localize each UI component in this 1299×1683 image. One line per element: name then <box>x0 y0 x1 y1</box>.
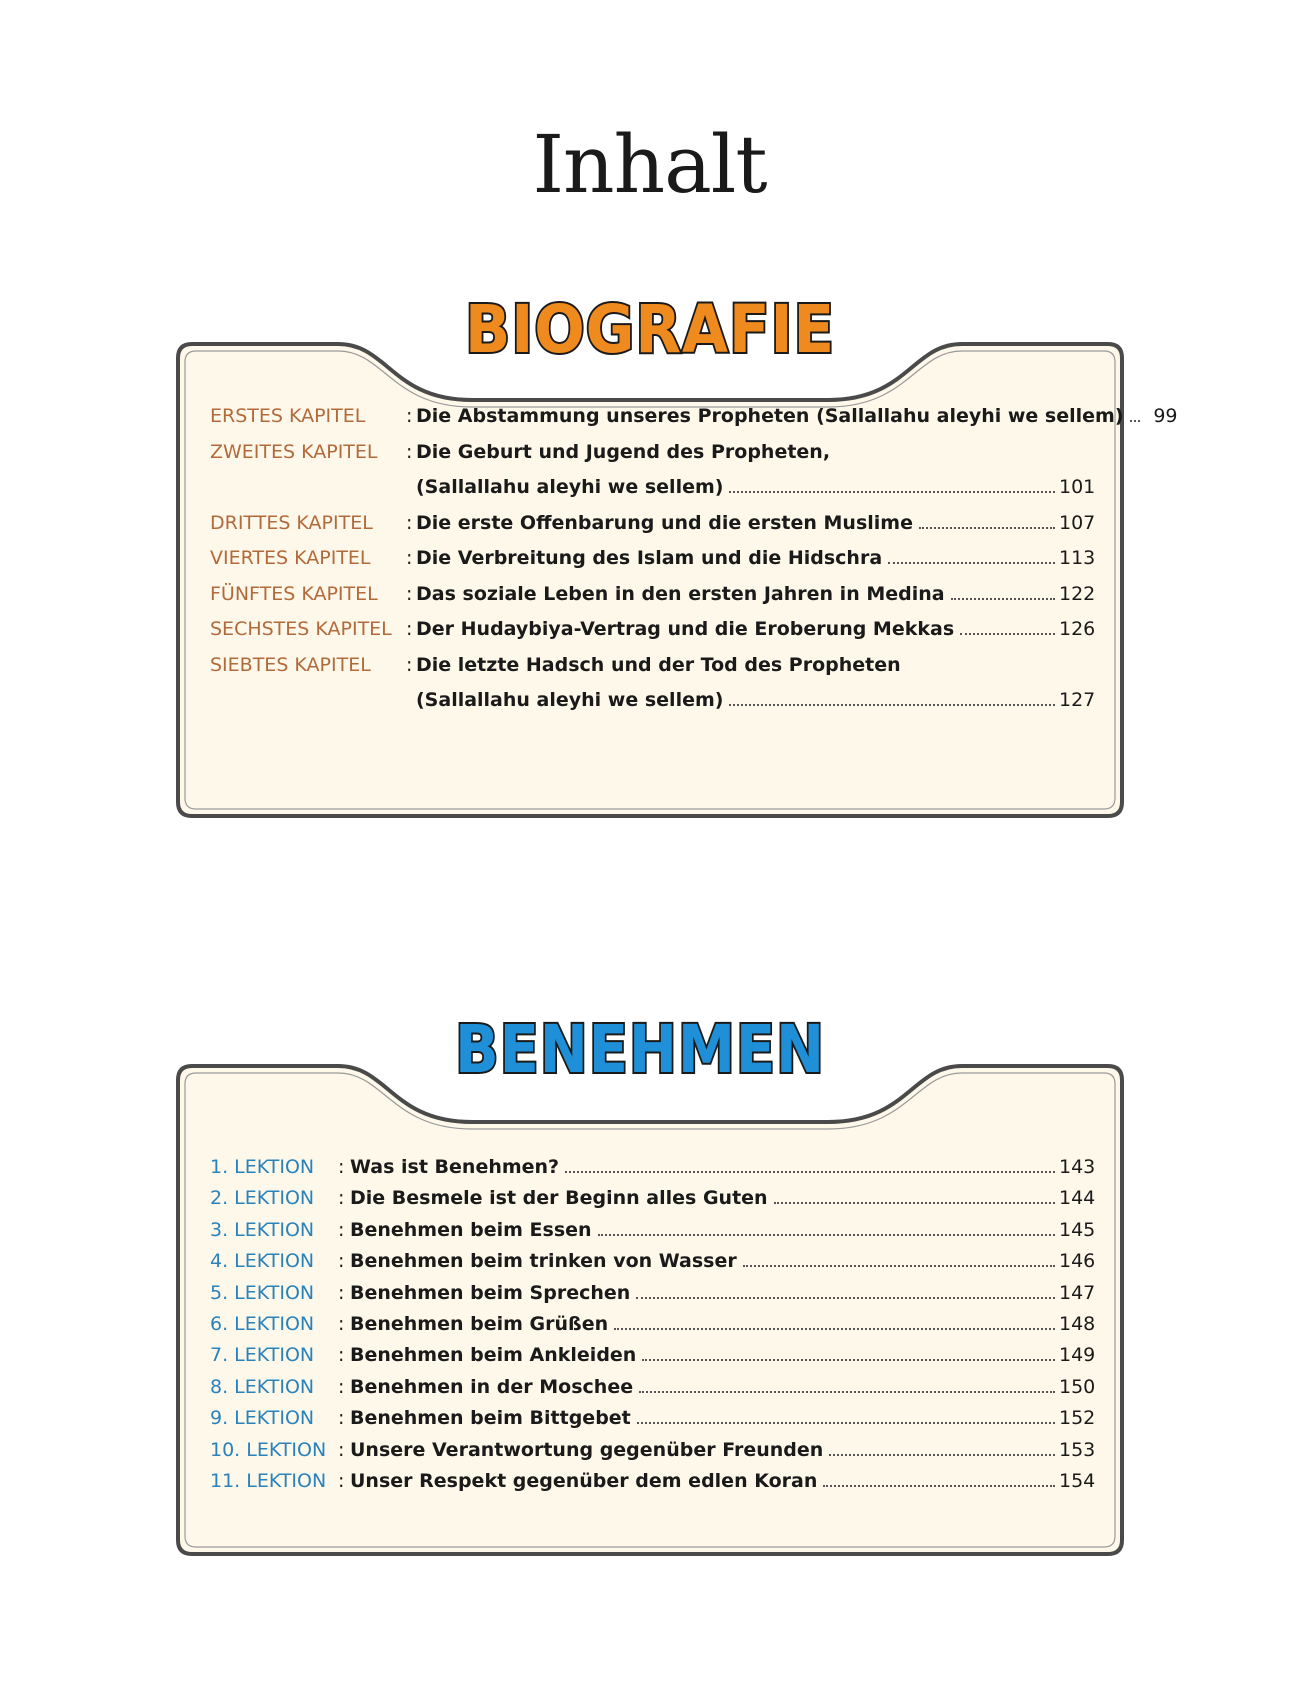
toc-entry[interactable] <box>210 1281 1096 1313</box>
separator-colon: : <box>338 1438 345 1461</box>
toc-entry[interactable] <box>210 1312 1096 1344</box>
dot-leader <box>729 704 1055 706</box>
lesson-label: 1. LEKTION <box>210 1156 315 1178</box>
separator-colon: : <box>338 1375 345 1398</box>
page-number: 147 <box>1059 1281 1096 1304</box>
toc-entry[interactable] <box>210 1407 1096 1438</box>
benehmen-banner-text: BENEHMEN <box>455 1011 825 1088</box>
toc-entry[interactable] <box>210 1375 1096 1407</box>
lesson-label: 6. LEKTION <box>210 1312 315 1335</box>
page-number: 101 <box>1059 476 1096 498</box>
toc-entry[interactable] <box>210 1250 1096 1281</box>
chapter-label: DRITTES KAPITEL <box>210 511 373 534</box>
biografie-banner-text: BIOGRAFIE <box>465 291 835 368</box>
separator-colon: : <box>338 1187 345 1210</box>
toc-entry[interactable] <box>210 618 1096 654</box>
toc-entry[interactable] <box>210 511 1096 548</box>
dot-leader <box>1130 420 1140 422</box>
separator-colon: : <box>406 405 413 427</box>
lesson-label: 8. LEKTION <box>210 1375 315 1398</box>
separator-colon: : <box>338 1156 345 1178</box>
toc-entry[interactable] <box>210 1187 1096 1218</box>
lesson-title: Benehmen beim Ankleiden <box>350 1344 637 1367</box>
page-number: 145 <box>1059 1218 1096 1241</box>
chapter-label: ERSTES KAPITEL <box>210 405 366 427</box>
page-number: 127 <box>1059 689 1096 711</box>
chapter-title: Die letzte Hadsch und der Tod des Propheten <box>416 653 901 676</box>
toc-entry[interactable] <box>210 1438 1096 1470</box>
toc-entry[interactable] <box>210 1344 1096 1375</box>
lesson-label: 9. LEKTION <box>210 1407 315 1430</box>
lesson-label: 10. LEKTION <box>210 1438 327 1461</box>
separator-colon: : <box>338 1218 345 1241</box>
lesson-title: Benehmen beim Bittgebet <box>350 1407 631 1430</box>
chapter-label: ZWEITES KAPITEL <box>210 440 378 463</box>
lesson-title: Unser Respekt gegenüber dem edlen Koran <box>350 1469 818 1492</box>
chapter-title: Die erste Offenbarung und die ersten Muslime <box>416 511 913 534</box>
chapter-label: SIEBTES KAPITEL <box>210 653 371 676</box>
toc-entry[interactable] <box>210 547 1096 583</box>
lesson-title: Die Besmele ist der Beginn alles Guten <box>350 1187 768 1210</box>
toc-entry[interactable] <box>210 654 1093 690</box>
dot-leader <box>639 1391 1055 1393</box>
toc-entry[interactable] <box>210 1469 1096 1501</box>
toc-entry-continuation[interactable] <box>210 476 1096 512</box>
dot-leader <box>888 562 1055 564</box>
separator-colon: : <box>338 1407 345 1430</box>
chapter-title: Die Abstammung unseres Propheten (Sallallahu aleyhi we sellem) <box>416 405 1124 427</box>
page-number: 126 <box>1059 618 1096 640</box>
lesson-label: 4. LEKTION <box>210 1250 315 1273</box>
dot-leader <box>960 633 1055 635</box>
dot-leader <box>642 1359 1055 1361</box>
lesson-label: 7. LEKTION <box>210 1344 315 1367</box>
page-number: 149 <box>1059 1344 1096 1367</box>
biografie-toc <box>210 405 1178 725</box>
biografie-banner <box>170 282 1130 378</box>
separator-colon: : <box>338 1250 345 1273</box>
separator-colon: : <box>338 1312 345 1335</box>
lesson-label: 5. LEKTION <box>210 1281 315 1304</box>
dot-leader <box>743 1265 1055 1267</box>
page-number: 146 <box>1059 1250 1096 1273</box>
page-number: 107 <box>1059 511 1096 534</box>
benehmen-panel <box>170 1000 1130 1560</box>
page-number: 148 <box>1059 1312 1096 1335</box>
separator-colon: : <box>338 1344 345 1367</box>
dot-leader <box>614 1328 1055 1330</box>
page-number: 144 <box>1059 1187 1096 1210</box>
page-number: 113 <box>1059 547 1096 569</box>
chapter-title: Der Hudaybiya-Vertrag und die Eroberung Mekkas <box>416 618 955 640</box>
dot-leader <box>637 1422 1055 1424</box>
dot-leader <box>565 1171 1055 1173</box>
page-number: 152 <box>1059 1407 1096 1430</box>
benehmen-toc <box>210 1156 1096 1501</box>
page-number: 154 <box>1059 1469 1096 1492</box>
benehmen-banner <box>170 1000 1130 1096</box>
toc-entry-continuation[interactable] <box>210 689 1096 725</box>
separator-colon: : <box>406 547 413 569</box>
chapter-title: Die Geburt und Jugend des Propheten, <box>416 440 831 463</box>
lesson-title: Benehmen beim Essen <box>350 1218 592 1241</box>
page-number: 99 <box>1153 405 1178 427</box>
separator-colon: : <box>338 1281 345 1304</box>
page-number: 143 <box>1059 1156 1096 1178</box>
toc-entry[interactable] <box>210 405 1178 441</box>
dot-leader <box>951 598 1055 600</box>
lesson-label: 3. LEKTION <box>210 1218 315 1241</box>
lesson-label: 11. LEKTION <box>210 1469 327 1492</box>
biografie-panel <box>170 282 1178 822</box>
separator-colon: : <box>406 618 413 640</box>
separator-colon: : <box>406 440 413 463</box>
dot-leader <box>823 1485 1055 1487</box>
page-number: 122 <box>1059 582 1096 605</box>
dot-leader <box>774 1202 1055 1204</box>
lesson-title: Benehmen beim Grüßen <box>350 1312 609 1335</box>
page-number: 150 <box>1059 1375 1096 1398</box>
toc-entry[interactable] <box>210 441 1093 477</box>
dot-leader <box>829 1454 1055 1456</box>
lesson-title: Unsere Verantwortung gegenüber Freunden <box>350 1438 824 1461</box>
chapter-title: Das soziale Leben in den ersten Jahren in Medina <box>416 582 945 605</box>
page-title: Inhalt <box>532 118 767 211</box>
separator-colon: : <box>406 511 413 534</box>
chapter-title-line2: (Sallallahu aleyhi we sellem) <box>416 476 724 498</box>
dot-leader <box>598 1234 1055 1236</box>
dot-leader <box>636 1297 1055 1299</box>
separator-colon: : <box>338 1469 345 1492</box>
separator-colon: : <box>406 582 413 605</box>
page-number: 153 <box>1059 1438 1096 1461</box>
dot-leader <box>729 491 1055 493</box>
chapter-title: Die Verbreitung des Islam und die Hidschra <box>416 547 883 569</box>
toc-entry[interactable] <box>210 582 1096 619</box>
lesson-title: Benehmen beim trinken von Wasser <box>350 1250 737 1273</box>
dot-leader <box>919 527 1055 529</box>
chapter-title-line2: (Sallallahu aleyhi we sellem) <box>416 689 724 711</box>
chapter-label: SECHSTES KAPITEL <box>210 618 392 640</box>
lesson-title: Benehmen in der Moschee <box>350 1375 634 1398</box>
toc-entry[interactable] <box>210 1156 1096 1187</box>
lesson-title: Benehmen beim Sprechen <box>350 1281 631 1304</box>
toc-entry[interactable] <box>210 1218 1096 1250</box>
chapter-label: FÜNFTES KAPITEL <box>210 582 378 605</box>
lesson-label: 2. LEKTION <box>210 1187 315 1210</box>
chapter-label: VIERTES KAPITEL <box>210 547 371 569</box>
separator-colon: : <box>406 653 413 676</box>
lesson-title: Was ist Benehmen? <box>350 1156 560 1178</box>
